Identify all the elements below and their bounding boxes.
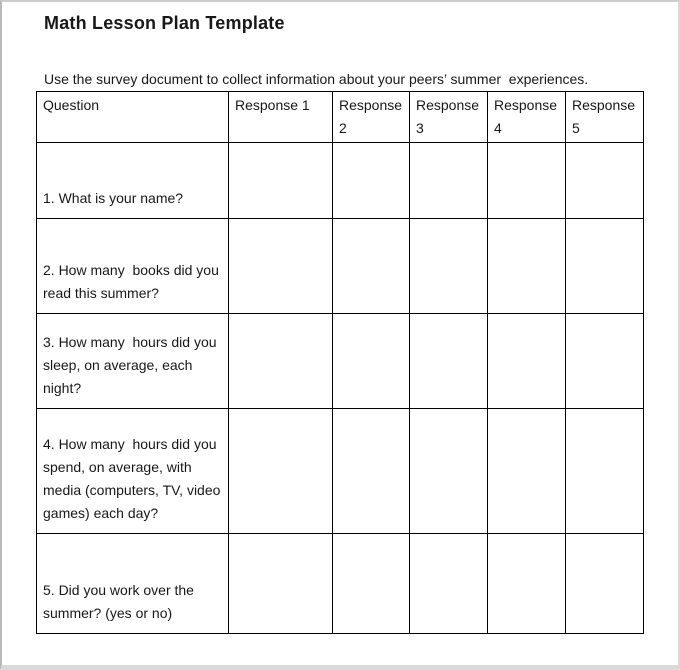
column-header-question: Question <box>37 92 229 143</box>
page-title: Math Lesson Plan Template <box>44 13 285 33</box>
response-cell[interactable] <box>333 143 410 219</box>
question-cell: 2. How many books did you read this summer? <box>37 219 229 314</box>
response-cell[interactable] <box>333 314 410 409</box>
response-cell[interactable] <box>229 143 333 219</box>
response-cell[interactable] <box>410 143 488 219</box>
column-header-response-5: Response 5 <box>566 92 644 143</box>
response-cell[interactable] <box>488 534 566 634</box>
response-cell[interactable] <box>333 409 410 534</box>
response-cell[interactable] <box>229 534 333 634</box>
column-header-response-1: Response 1 <box>229 92 333 143</box>
question-cell: 1. What is your name? <box>37 143 229 219</box>
table-header-row <box>37 92 644 143</box>
response-cell[interactable] <box>410 534 488 634</box>
table-row <box>37 219 644 314</box>
response-cell[interactable] <box>488 314 566 409</box>
response-cell[interactable] <box>566 143 644 219</box>
response-cell[interactable] <box>229 314 333 409</box>
instruction-text: Use the survey document to collect information about your peers’ summer experiences. <box>44 71 589 87</box>
response-cell[interactable] <box>566 314 644 409</box>
response-cell[interactable] <box>566 534 644 634</box>
response-cell[interactable] <box>410 314 488 409</box>
response-cell[interactable] <box>333 219 410 314</box>
response-cell[interactable] <box>410 409 488 534</box>
question-cell: 4. How many hours did you spend, on average, with media (computers, TV, video games) each day? <box>37 409 229 534</box>
table-row <box>37 314 644 409</box>
question-cell: 3. How many hours did you sleep, on average, each night? <box>37 314 229 409</box>
response-cell[interactable] <box>410 219 488 314</box>
response-cell[interactable] <box>488 143 566 219</box>
table-row <box>37 409 644 534</box>
response-cell[interactable] <box>229 219 333 314</box>
response-cell[interactable] <box>488 409 566 534</box>
survey-table <box>36 91 644 634</box>
column-header-response-3: Response 3 <box>410 92 488 143</box>
question-cell: 5. Did you work over the summer? (yes or no) <box>37 534 229 634</box>
table-row <box>37 534 644 634</box>
column-header-response-2: Response 2 <box>333 92 410 143</box>
response-cell[interactable] <box>566 219 644 314</box>
response-cell[interactable] <box>333 534 410 634</box>
column-header-response-4: Response 4 <box>488 92 566 143</box>
response-cell[interactable] <box>566 409 644 534</box>
response-cell[interactable] <box>229 409 333 534</box>
response-cell[interactable] <box>488 219 566 314</box>
table-row <box>37 143 644 219</box>
